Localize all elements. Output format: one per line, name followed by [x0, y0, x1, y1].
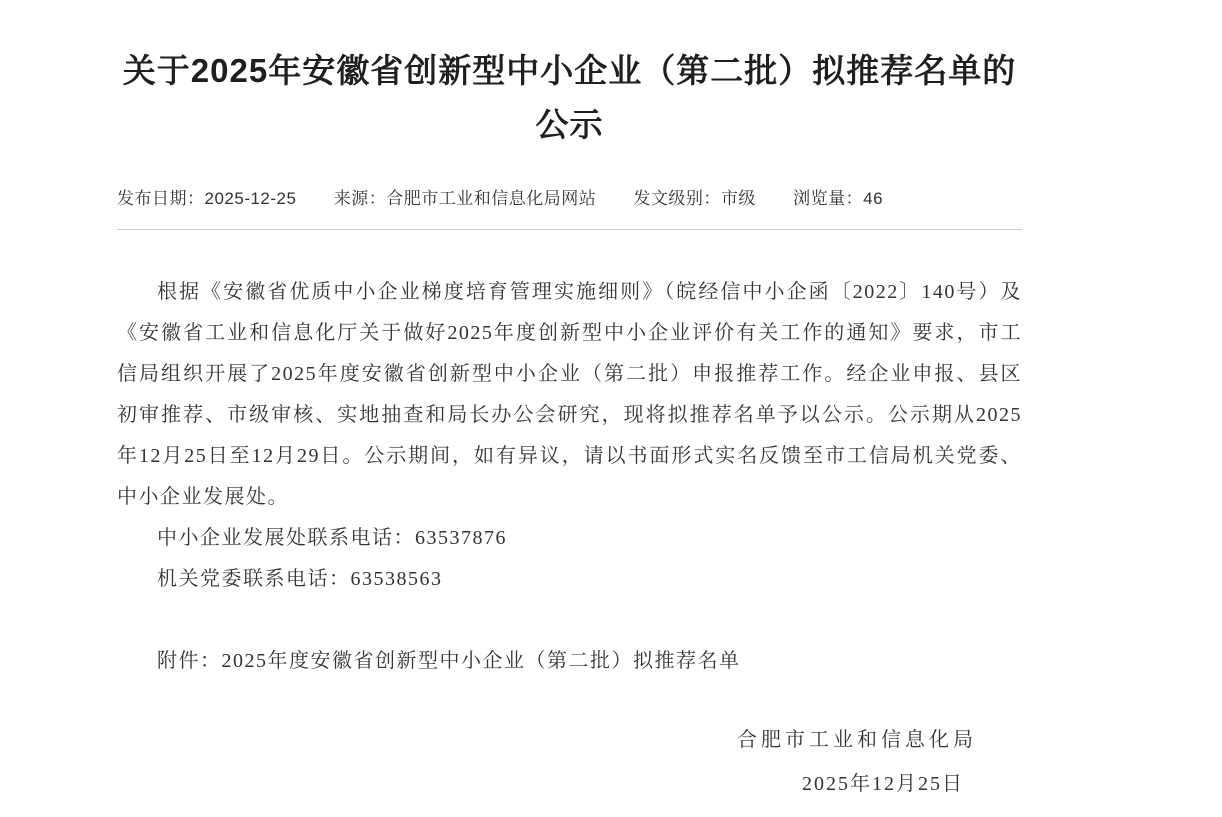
attachment-link[interactable]: 2025年度安徽省创新型中小企业（第二批）拟推荐名单 — [221, 650, 741, 672]
source-label: 来源： — [333, 189, 387, 208]
publish-date — [117, 189, 296, 208]
source-value: 合肥市工业和信息化局网站 — [386, 189, 597, 208]
sme-office-phone-line: 中小企业发展处联系电话：63537876 — [157, 527, 507, 549]
publish-date-value: 2025-12-25 — [204, 189, 297, 208]
article-body — [117, 272, 1022, 806]
signature-block — [117, 718, 1022, 806]
doc-level-label: 发文级别： — [633, 189, 721, 208]
attachment-label: 附件： — [157, 650, 222, 672]
view-count-label: 浏览量： — [793, 189, 864, 208]
main-paragraph: 根据《安徽省优质中小企业梯度培育管理实施细则》（皖经信中小企函〔2022〕140号）及《安徽省工业和信息化厅关于做好2025年度创新型中小企业评价有关工作的通知》要求，市工信局组织开展了2025年度安徽省创新型中小企业（第二批）申报推荐工作。经企业申报、县区初审推荐、市级审核、实地抽查和局长办公会研究，现将拟推荐名单予以公示。公示期从2025年12月25日至12月29日。公示期间，如有异议，请以书面形式实名反馈至市工信局机关党委、中小企业发展处。 — [117, 281, 1022, 508]
doc-level-value: 市级 — [720, 189, 756, 208]
publish-date-label: 发布日期： — [117, 189, 205, 208]
doc-level — [633, 189, 756, 208]
header-divider — [117, 229, 1022, 230]
view-count — [793, 189, 883, 208]
announcement-page — [117, 0, 1022, 806]
view-count-value: 46 — [863, 189, 884, 208]
meta-row — [117, 184, 1022, 209]
signature-organization: 合肥市工业和信息化局 — [737, 729, 977, 751]
page-title: 关于2025年安徽省创新型中小企业（第二批）拟推荐名单的公示 — [122, 52, 1017, 143]
signature-date: 2025年12月25日 — [802, 773, 964, 795]
party-committee-phone-line: 机关党委联系电话：63538563 — [157, 568, 443, 590]
source — [334, 189, 597, 208]
attachment-line — [117, 641, 1022, 682]
